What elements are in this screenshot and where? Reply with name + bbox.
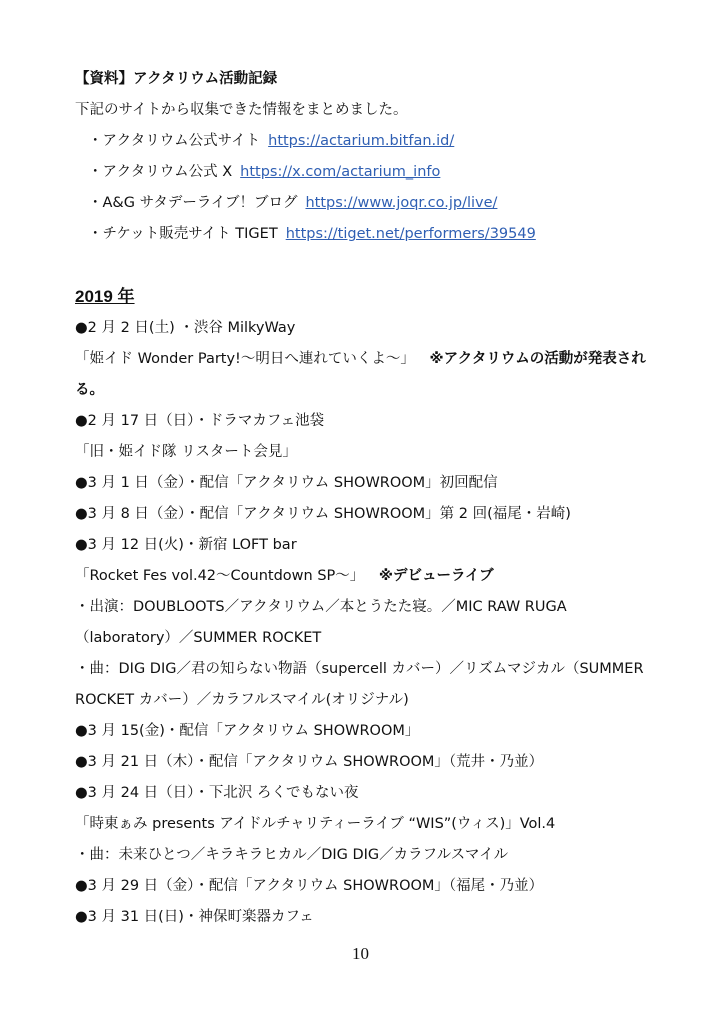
entry-line: ・曲：未来ひとつ／キラキラヒカル／DIG DIG／カラフルスマイル: [75, 847, 509, 863]
entry-line: ・出演：DOUBLOOTS／アクタリウム／本とうたた寝。／MIC RAW RUGA: [75, 599, 567, 615]
entry-line: ROCKET カバー）／カラフルスマイル(オリジナル): [75, 692, 409, 708]
entry-line: ・曲：DIG DIG／君の知らない物語（supercell カバー）／リズムマジカル（SUMMER: [75, 661, 644, 677]
entry-line: ●3 月 1 日（金）・配信「アクタリウム SHOWROOM」初回配信: [75, 475, 498, 491]
entry-line: ●3 月 12 日(火)・新宿 LOFT bar: [75, 537, 297, 553]
source-label: ・A&G サタデーライブ！ブログ: [88, 195, 298, 211]
year-heading: 2019 年: [75, 287, 135, 306]
entry-line: ●3 月 24 日（日）・下北沢 ろくでもない夜: [75, 785, 359, 801]
source-link[interactable]: https://tiget.net/performers/39549: [285, 226, 536, 242]
page-number: 10: [352, 944, 369, 963]
source-item: [88, 193, 497, 213]
event-note-cont: る。: [75, 382, 104, 398]
entry-line: 「旧・姫イド隊 リスタート会見」: [75, 444, 297, 460]
source-link[interactable]: https://www.joqr.co.jp/live/: [305, 195, 498, 211]
entry-line: ●2 月 17 日（日）・ドラマカフェ池袋: [75, 413, 325, 429]
source-label: ・アクタリウム公式サイト: [88, 133, 261, 149]
entry-line: [75, 566, 494, 586]
intro-text: 下記のサイトから収集できた情報をまとめました。: [75, 102, 408, 118]
entry-line: ●3 月 31 日(日)・神保町楽器カフェ: [75, 909, 314, 925]
source-item: [88, 131, 454, 151]
entry-line: ●3 月 29 日（金）・配信「アクタリウム SHOWROOM」（福尾・乃並）: [75, 878, 544, 894]
entry-line: ●3 月 15(金)・配信「アクタリウム SHOWROOM」: [75, 723, 420, 739]
source-item: [88, 162, 440, 182]
source-label: ・チケット販売サイト TIGET: [88, 226, 278, 242]
document-title: 【資料】アクタリウム活動記録: [75, 71, 278, 87]
entry-line: （laboratory）／SUMMER ROCKET: [75, 630, 322, 646]
event-title: 「Rocket Fes vol.42～Countdown SP～」: [75, 568, 365, 584]
entry-line: ●3 月 8 日（金）・配信「アクタリウム SHOWROOM」第 2 回(福尾・岩崎): [75, 506, 571, 522]
event-note: ※アクタリウムの活動が発表され: [429, 351, 646, 367]
entry-line: 「時東ぁみ presents アイドルチャリティーライブ “WIS”(ウィス)」Vol.4: [75, 816, 556, 832]
source-label: ・アクタリウム公式 X: [88, 164, 233, 180]
source-link[interactable]: https://x.com/actarium_info: [240, 164, 441, 180]
event-title: 「姫イド Wonder Party!～明日へ連れていくよ～」: [75, 351, 415, 367]
source-item: [88, 224, 536, 244]
entry-line: ●3 月 21 日（木）・配信「アクタリウム SHOWROOM」（荒井・乃並）: [75, 754, 544, 770]
entry-line: ●2 月 2 日(土) ・渋谷 MilkyWay: [75, 320, 296, 336]
source-link[interactable]: https://actarium.bitfan.id/: [268, 133, 455, 149]
entry-line: [75, 349, 646, 369]
event-note: ※デビューライブ: [378, 568, 494, 584]
